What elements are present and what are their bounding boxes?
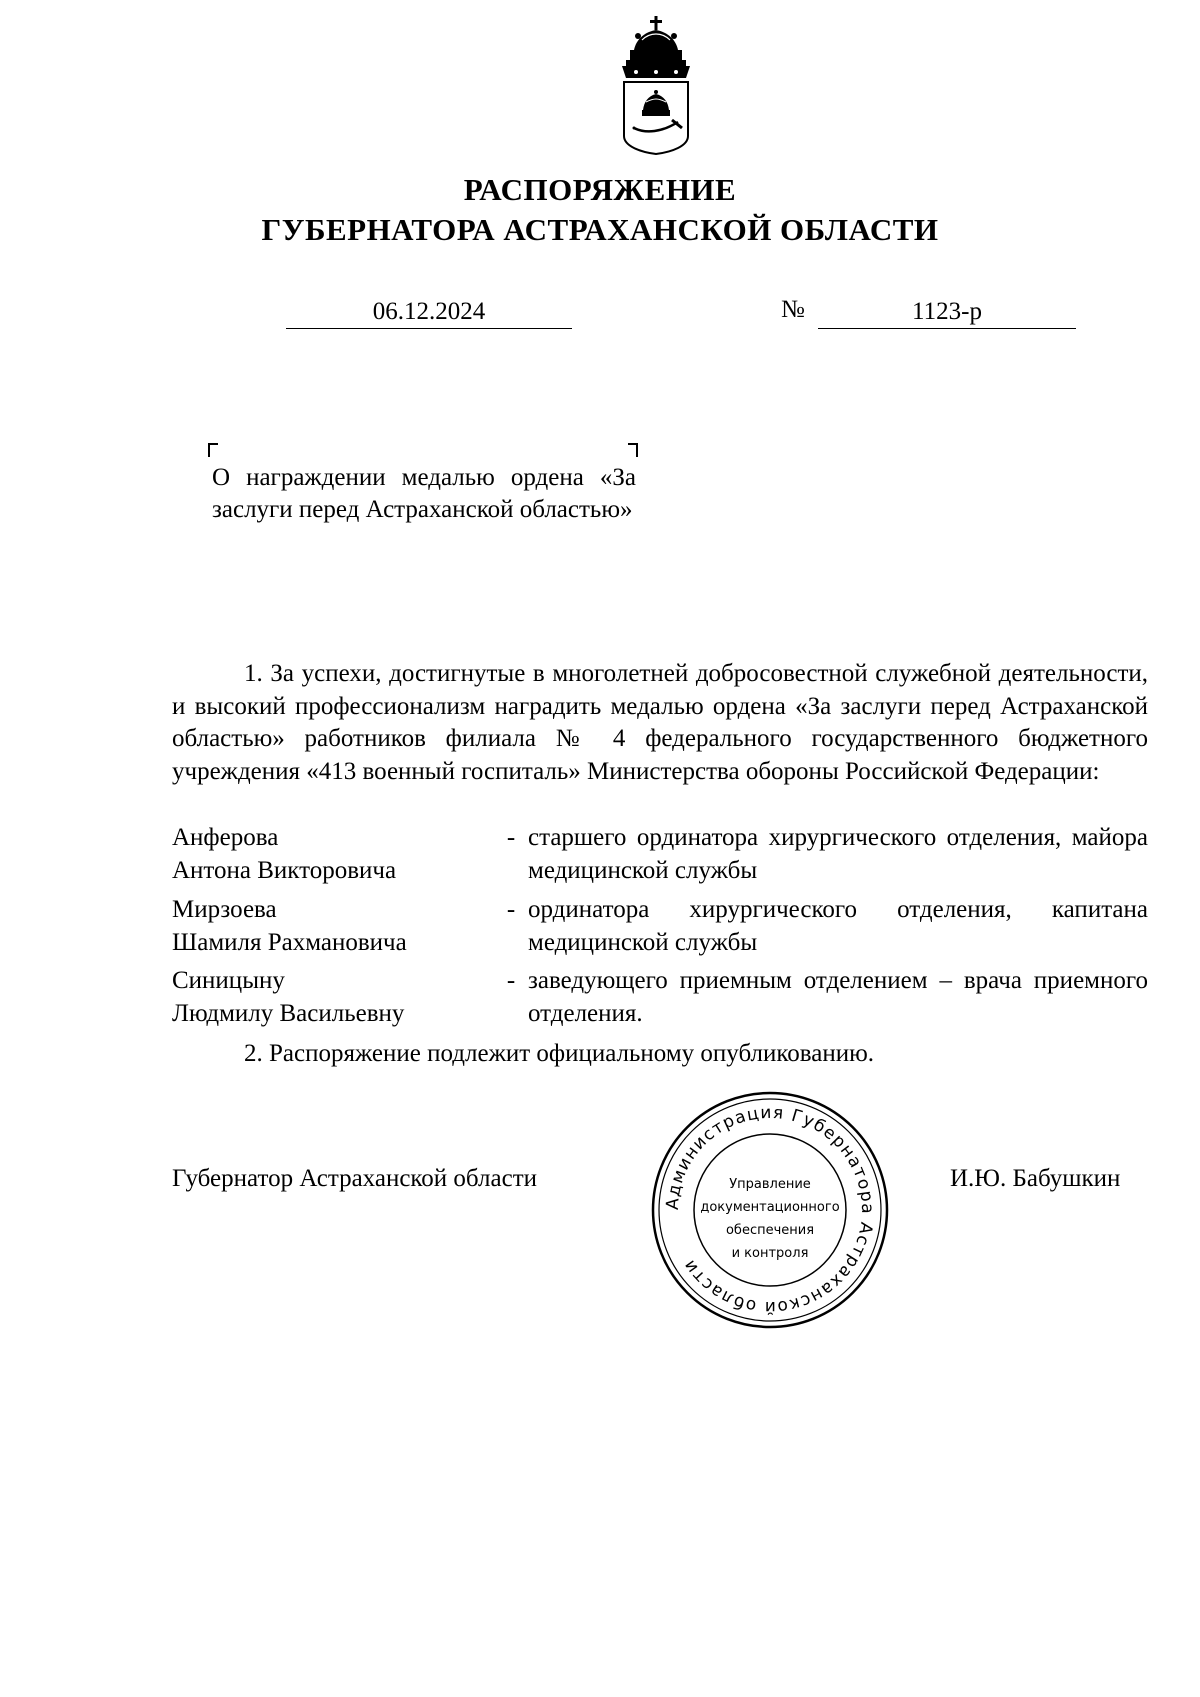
awardee-position: старшего ординатора хирургического отделения, майора медицинской службы	[528, 824, 1148, 884]
awardee-dash: -	[506, 824, 516, 851]
stamp-ring-text: Администрация Губернатора Астраханской области	[662, 1102, 878, 1318]
document-type-title: РАСПОРЯЖЕНИЕ	[463, 172, 737, 207]
coat-of-arms-emblem	[616, 16, 696, 156]
signatory-name: И.Ю. Бабушкин	[950, 1165, 1121, 1192]
awardee-name: Мирзоева Шамиля Рахмановича	[172, 896, 407, 956]
awardee-position: ординатора хирургического отделения, капитана медицинской службы	[528, 896, 1148, 956]
subject-bracket-left	[208, 443, 218, 457]
issuer-title: ГУБЕРНАТОРА АСТРАХАНСКОЙ ОБЛАСТИ	[261, 212, 939, 247]
stamp-center-line: документационного	[700, 1200, 840, 1215]
subject-bracket-right	[628, 443, 638, 457]
awardee-name: Анферова Антона Викторовича	[172, 824, 397, 884]
awardee-row	[172, 822, 1148, 888]
awardee-row	[172, 894, 1148, 960]
paragraph-1: 1. За успехи, достигнутые в многолетней добросовестной служебной деятельности, и высокий профессионализм наградить медалью ордена «За заслуги перед Астраханской областью» работников филиала № 4 федерального государственного бюджетного учреждения «413 военный госпиталь» Министерства обороны Российской Федерации:	[172, 660, 1148, 785]
document-number: 1123-р	[818, 298, 1076, 329]
awardee-position: заведующего приемным отделением – врача приемного отделения.	[528, 967, 1148, 1027]
signatory-position: Губернатор Астраханской области	[172, 1165, 538, 1192]
stamp-center-line: и контроля	[731, 1246, 809, 1261]
awardee-name: Синицыну Людмилу Васильевну	[172, 967, 405, 1027]
paragraph-2: 2. Распоряжение подлежит официальному опубликованию.	[244, 1040, 875, 1067]
awardee-row	[172, 965, 1148, 1031]
awardee-dash: -	[506, 967, 516, 994]
document-date: 06.12.2024	[286, 298, 572, 329]
stamp-center-line: Управление	[729, 1177, 811, 1192]
number-label: №	[781, 296, 805, 323]
stamp-center-line: обеспечения	[725, 1223, 815, 1238]
awardee-dash: -	[506, 896, 516, 923]
document-subject: О награждении медалью ордена «За заслуги перед Астраханской областью»	[212, 464, 636, 523]
official-stamp	[650, 1090, 890, 1330]
